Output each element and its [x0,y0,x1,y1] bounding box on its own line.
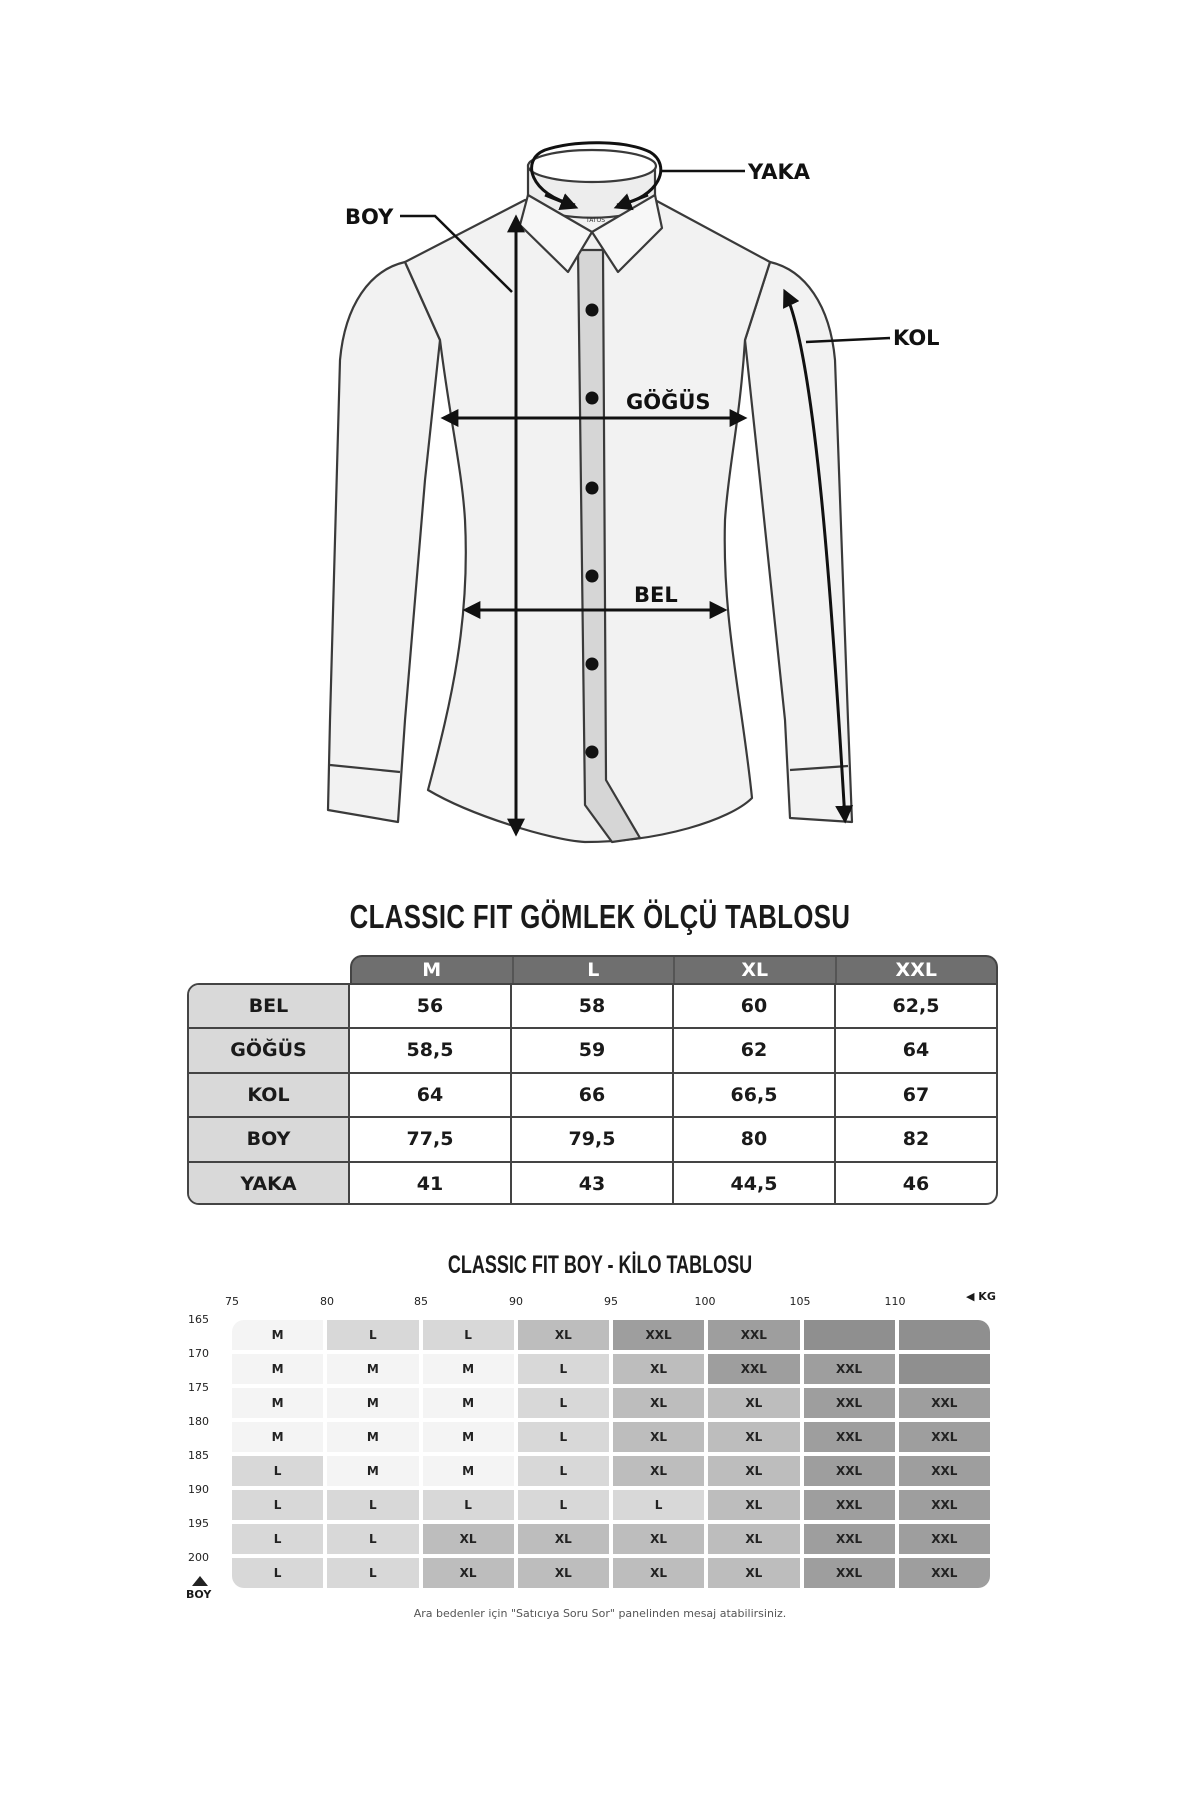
grid-cell [804,1320,895,1350]
boy-arrow-icon [192,1576,208,1586]
weight-tick: 80 [320,1295,334,1308]
table-cell: 44,5 [674,1163,836,1205]
row-header: BEL [189,985,350,1027]
row-header: KOL [189,1074,350,1116]
grid-cell: M [423,1456,514,1486]
grid-cell: L [232,1490,323,1520]
grid-cell: L [423,1490,514,1520]
table-cell: 77,5 [350,1118,512,1160]
grid-cell: XXL [899,1456,990,1486]
grid-cell: M [327,1456,418,1486]
grid-cell: M [423,1388,514,1418]
table-cell: 62,5 [892,995,940,1017]
grid-cell: XL [518,1320,609,1350]
grid-cell: L [232,1456,323,1486]
grid-cell: M [327,1354,418,1384]
row-header: BOY [189,1118,350,1160]
grid-cell: XL [423,1524,514,1554]
grid-cell: M [327,1388,418,1418]
grid-cell: M [423,1354,514,1384]
boy-label: BOY [345,205,394,229]
table-cell: 43 [512,1163,674,1205]
grid-cell: XXL [804,1524,895,1554]
grid-cell: L [518,1388,609,1418]
grid-cell: XL [708,1456,799,1486]
size-col-header: L [514,957,676,983]
grid-cell: L [518,1354,609,1384]
gogus-label: GÖĞÜS [626,390,711,414]
footnote: Ara bedenler için "Satıcıya Soru Sor" panelinden mesaj atabilirsiniz. [413,1607,787,1620]
size-table-body [187,983,998,1205]
table-cell: 59 [512,1029,674,1071]
grid-cell: XL [518,1558,609,1588]
grid-cell: XL [613,1354,704,1384]
table-cell: 64 [350,1074,512,1116]
table-cell: 82 [902,1128,930,1151]
grid-cell: XXL [899,1490,990,1520]
grid-cell: XL [613,1422,704,1452]
grid-cell: L [232,1524,323,1554]
grid-cell: XL [708,1422,799,1452]
shirt-logo: TATOS [586,217,606,224]
table-cell: 79,5 [512,1118,674,1160]
weight-tick: 95 [604,1295,618,1308]
grid-cell: XL [423,1558,514,1588]
grid-cell: XXL [804,1558,895,1588]
weight-table-title: CLASSIC FIT BOY - KİLO TABLOSU [447,1251,753,1279]
grid-cell: L [327,1490,418,1520]
yaka-label: YAKA [748,160,810,184]
grid-cell: M [232,1354,323,1384]
grid-cell: L [518,1422,609,1452]
grid-cell: M [232,1388,323,1418]
grid-cell: XXL [899,1524,990,1554]
table-cell: 46 [902,1172,930,1195]
bel-label: BEL [634,583,678,607]
table-row [189,985,996,1029]
grid-cell: XXL [613,1320,704,1350]
grid-cell: XXL [804,1422,895,1452]
grid-cell: XXL [804,1388,895,1418]
weight-height-grid [232,1320,990,1588]
grid-cell: L [613,1490,704,1520]
weight-tick: 105 [789,1295,811,1308]
weight-tick: 90 [509,1295,523,1308]
table-cell: 56 [350,985,512,1027]
table-cell: 66,5 [674,1074,836,1116]
size-table-title: CLASSIC FIT GÖMLEK ÖLÇÜ TABLOSU [349,898,851,935]
height-tick: 170 [188,1347,209,1360]
grid-cell: L [518,1456,609,1486]
height-tick: 200 [188,1551,209,1564]
grid-cell: L [423,1320,514,1350]
grid-cell: M [232,1422,323,1452]
table-row [189,1118,996,1162]
grid-cell: XXL [804,1490,895,1520]
table-row [189,1074,996,1118]
grid-cell: L [327,1524,418,1554]
table-cell: 64 [902,1039,930,1062]
weight-tick: 100 [694,1295,716,1308]
weight-tick: 110 [884,1295,906,1308]
grid-cell: L [327,1320,418,1350]
grid-cell: XL [708,1388,799,1418]
grid-cell: XL [613,1456,704,1486]
shirt-diagram [0,0,1200,880]
table-cell: 60 [674,985,836,1027]
row-header: YAKA [189,1163,350,1205]
grid-cell: XL [613,1524,704,1554]
table-cell: 58,5 [350,1029,512,1071]
table-cell: 58 [512,985,674,1027]
table-row [189,1163,996,1205]
grid-cell: XXL [899,1388,990,1418]
boy-axis-label: BOY [186,1588,212,1601]
grid-cell [899,1354,990,1384]
grid-cell: XXL [804,1354,895,1384]
grid-cell: L [327,1558,418,1588]
height-tick: 180 [188,1415,209,1428]
grid-cell: XL [708,1524,799,1554]
grid-cell: XXL [899,1558,990,1588]
height-tick: 165 [188,1313,209,1326]
grid-cell: M [327,1422,418,1452]
grid-cell: XXL [708,1320,799,1350]
size-col-header: XL [675,957,837,983]
size-col-header: M [352,957,514,983]
kg-label: ◀ KG [966,1290,996,1303]
grid-cell: L [518,1490,609,1520]
size-table-header [350,955,998,983]
weight-tick: 75 [225,1295,239,1308]
height-tick: 195 [188,1517,209,1530]
height-tick: 175 [188,1381,209,1394]
table-cell: 66 [512,1074,674,1116]
grid-cell: XL [613,1558,704,1588]
kol-label: KOL [893,326,940,350]
grid-cell: XXL [899,1422,990,1452]
height-tick: 185 [188,1449,209,1462]
grid-cell: XXL [708,1354,799,1384]
table-cell: 41 [350,1163,512,1205]
size-col-header: XXL [895,959,937,981]
table-cell: 80 [674,1118,836,1160]
grid-cell: XXL [804,1456,895,1486]
grid-cell: XL [518,1524,609,1554]
grid-cell: L [232,1558,323,1588]
height-tick: 190 [188,1483,209,1496]
table-row [189,1029,996,1073]
weight-tick: 85 [414,1295,428,1308]
grid-cell: XL [613,1388,704,1418]
grid-cell: M [232,1320,323,1350]
table-cell: 62 [674,1029,836,1071]
table-cell: 67 [902,1083,930,1106]
grid-cell: XL [708,1558,799,1588]
grid-cell: M [423,1422,514,1452]
shirt-outline [328,150,852,842]
grid-cell: XL [708,1490,799,1520]
row-header: GÖĞÜS [189,1029,350,1071]
grid-cell [899,1320,990,1350]
